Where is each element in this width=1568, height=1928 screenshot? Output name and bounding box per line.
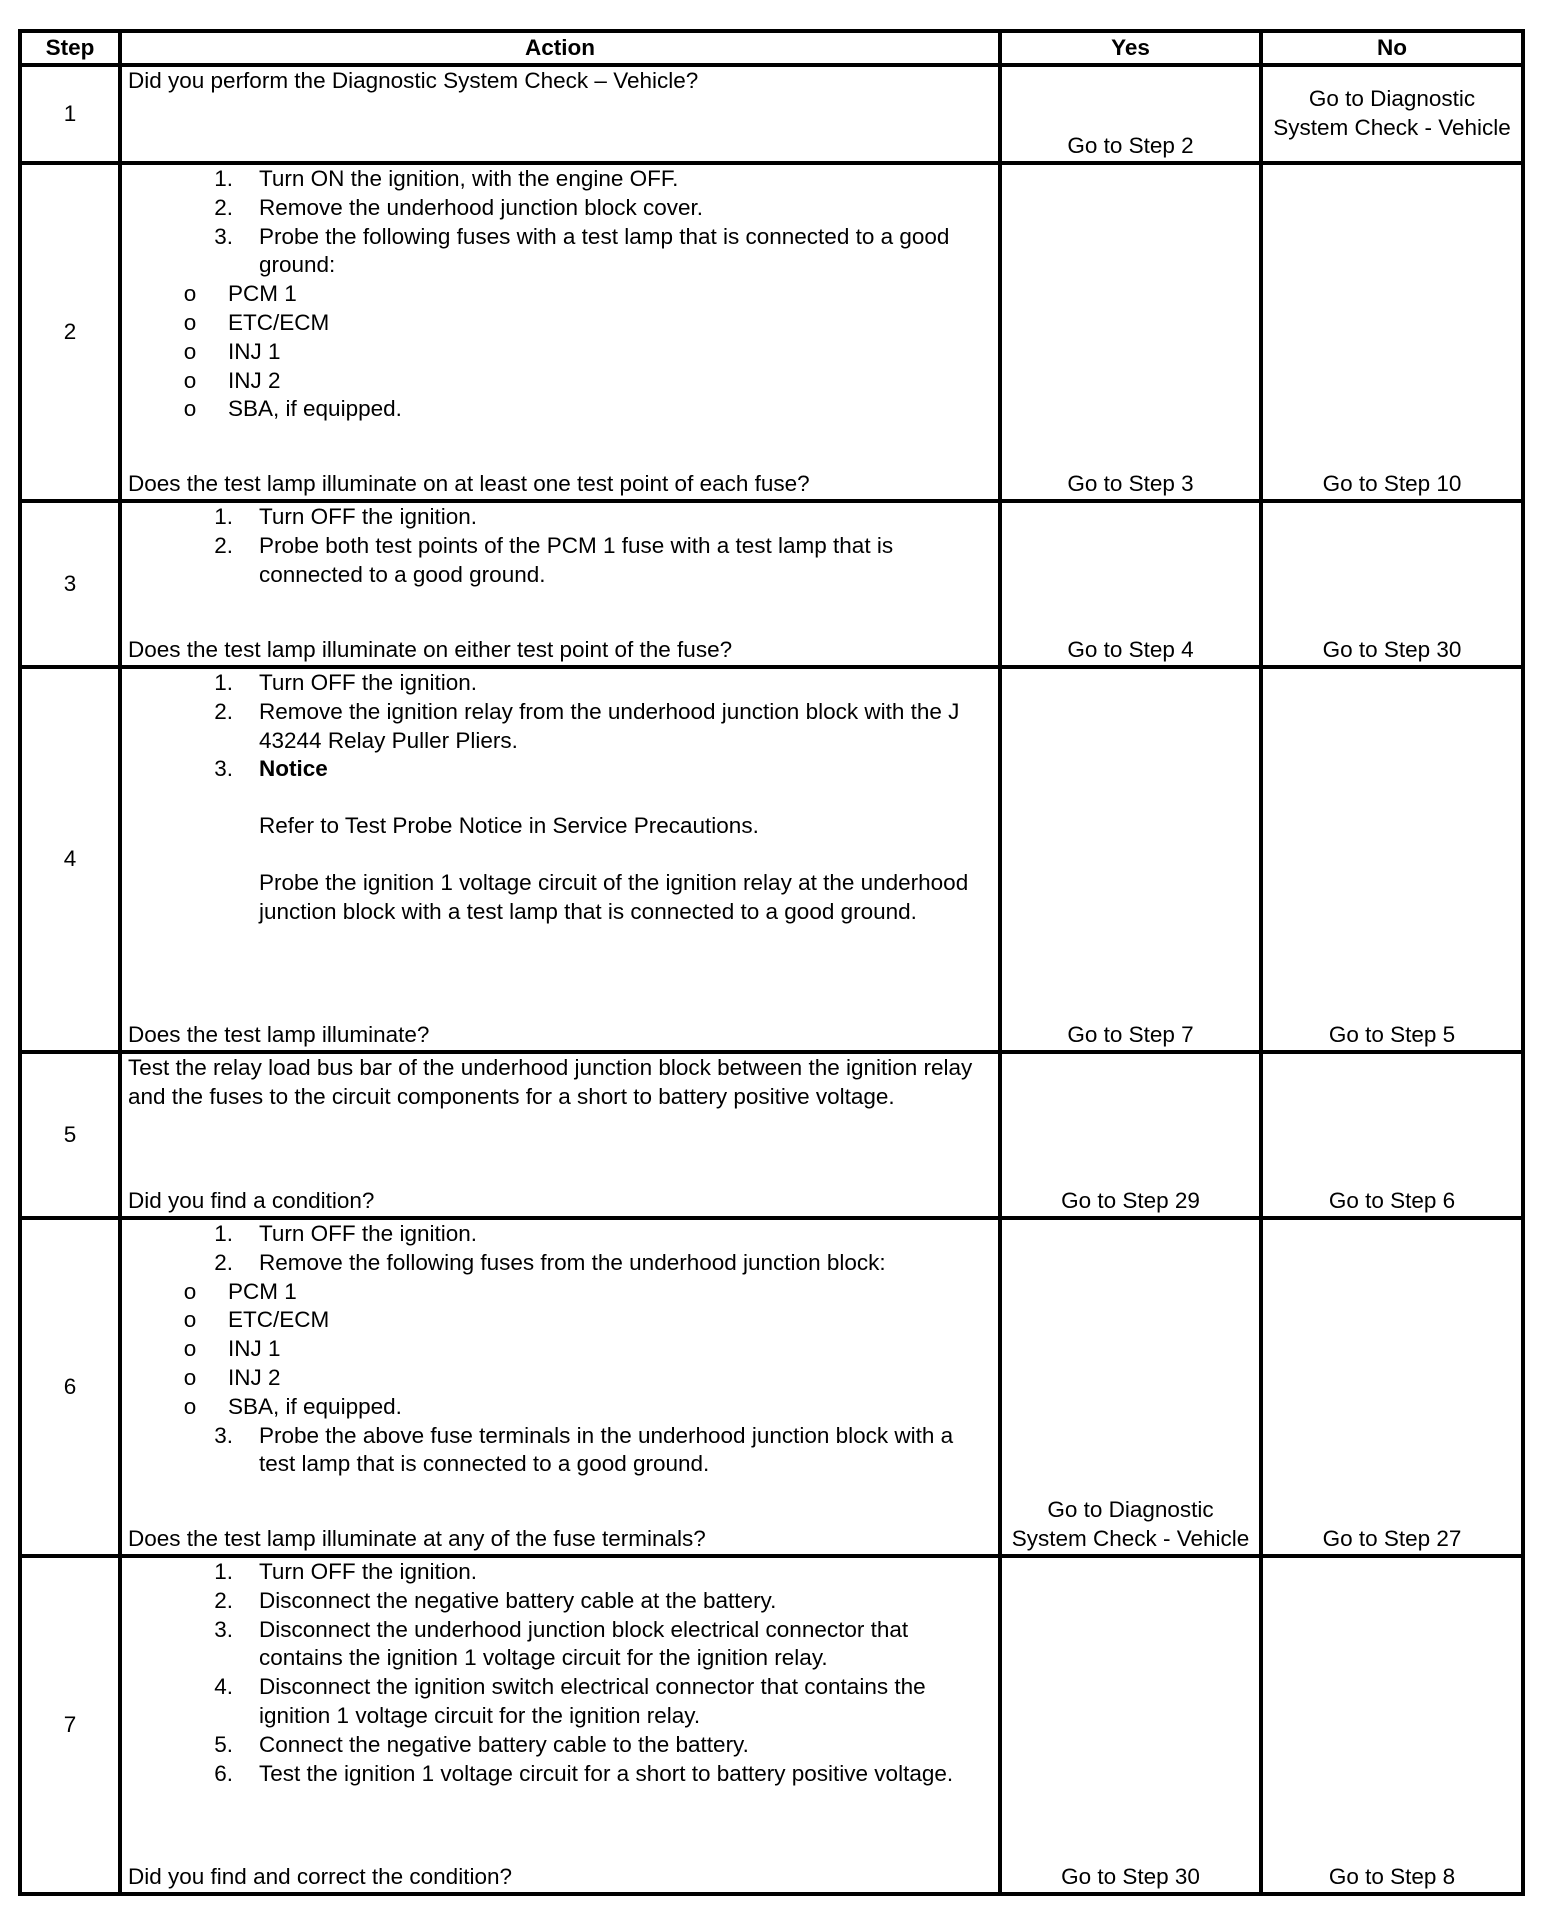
header-yes: Yes — [1000, 31, 1261, 65]
list-item: 3 . Notice — [128, 755, 992, 784]
sub-item: o INJ 2 — [183, 1364, 281, 1390]
step-number: 1 — [20, 65, 120, 163]
instruction-list — [128, 165, 992, 424]
step-row — [20, 163, 1523, 501]
question-text: Does the test lamp illuminate on at least one test point of each fuse? — [128, 471, 810, 497]
yes-cell: Go to Diagnostic System Check - Vehicle — [1000, 1218, 1261, 1556]
step-number: 5 — [20, 1052, 120, 1218]
action-cell — [120, 1556, 1000, 1894]
sub-item: o PCM 1 — [183, 1278, 297, 1304]
action-cell — [120, 1218, 1000, 1556]
question-text: Did you find and correct the condition? — [128, 1864, 512, 1890]
step-number: 6 — [20, 1218, 120, 1556]
sub-item: o ETC/ECM — [183, 1307, 330, 1333]
step-row — [20, 1052, 1523, 1218]
step-number: 4 — [20, 667, 120, 1052]
no-cell: Go to Step 10 — [1261, 163, 1523, 501]
action-cell — [120, 1052, 1000, 1218]
step-row — [20, 501, 1523, 667]
action-cell — [120, 65, 1000, 163]
action-cell — [120, 667, 1000, 1052]
yes-cell: Go to Step 7 — [1000, 667, 1261, 1052]
no-cell: Go to Diagnostic System Check - Vehicle — [1261, 65, 1523, 163]
question-text: Does the test lamp illuminate? — [128, 1022, 430, 1048]
sub-item: o ETC/ECM — [183, 309, 330, 335]
list-item: 1 . Turn ON the ignition, with the engine OFF. — [128, 165, 992, 194]
probe-text: Probe the ignition 1 voltage circuit of the ignition relay at the underhood junction block with a test lamp that is connected to a good ground. — [259, 869, 969, 924]
list-item: 3 . Probe the above fuse terminals in the underhood junction block with a test lamp that is connected to a good ground. — [128, 1422, 992, 1480]
list-item: 5 . Connect the negative battery cable to the battery. — [128, 1731, 992, 1760]
yes-cell: Go to Step 3 — [1000, 163, 1261, 501]
list-item: 6 . Test the ignition 1 voltage circuit for a short to battery positive voltage. — [128, 1760, 992, 1789]
action-text: Test the relay load bus bar of the underhood junction block between the ignition relay and the fuses to the circuit components for a short to battery positive voltage. — [128, 1055, 973, 1109]
instruction-list — [128, 1558, 992, 1788]
step-row — [20, 1556, 1523, 1894]
list-item: 2 . Probe both test points of the PCM 1 fuse with a test lamp that is connected to a good ground. — [128, 532, 992, 590]
sub-item: o PCM 1 — [183, 281, 297, 307]
list-item: 2 . Disconnect the negative battery cable at the battery. — [128, 1587, 992, 1616]
instruction-list — [128, 1220, 992, 1479]
step-row — [20, 667, 1523, 1052]
instruction-list — [128, 503, 992, 589]
no-cell: Go to Step 30 — [1261, 501, 1523, 667]
list-item: 4 . Disconnect the ignition switch electrical connector that contains the ignition 1 voltage circuit for the ignition relay. — [128, 1673, 992, 1731]
list-item: 1 . Turn OFF the ignition. — [128, 669, 992, 698]
question-text: Does the test lamp illuminate at any of the fuse terminals? — [128, 1526, 706, 1552]
header-step: Step — [20, 31, 120, 65]
action-cell — [120, 163, 1000, 501]
list-item: 1 . Turn OFF the ignition. — [128, 1220, 992, 1249]
instruction-list — [128, 669, 992, 927]
list-item: 3 . Disconnect the underhood junction block electrical connector that contains the ignition 1 voltage circuit for the ignition relay. — [128, 1616, 992, 1674]
list-item: 3 . Probe the following fuses with a test lamp that is connected to a good ground: — [128, 223, 992, 281]
sub-item: o SBA, if equipped. — [183, 1393, 402, 1419]
step-number: 2 — [20, 163, 120, 501]
question-text: Did you find a condition? — [128, 1188, 375, 1214]
yes-cell: Go to Step 30 — [1000, 1556, 1261, 1894]
notice-text: Refer to Test Probe Notice in Service Precautions. — [259, 813, 759, 839]
step-row — [20, 1218, 1523, 1556]
no-cell: Go to Step 5 — [1261, 667, 1523, 1052]
yes-cell: Go to Step 2 — [1000, 65, 1261, 163]
yes-cell: Go to Step 29 — [1000, 1052, 1261, 1218]
list-item: 2 . Remove the ignition relay from the underhood junction block with the J 43244 Relay Puller Pliers. — [128, 698, 992, 756]
sub-item: o INJ 2 — [183, 367, 281, 393]
no-cell: Go to Step 27 — [1261, 1218, 1523, 1556]
notice-heading: Notice — [259, 756, 328, 782]
action-cell — [120, 501, 1000, 667]
header-no: No — [1261, 31, 1523, 65]
list-item: 2 . Remove the underhood junction block cover. — [128, 194, 992, 223]
step-number: 3 — [20, 501, 120, 667]
sub-item: o INJ 1 — [183, 338, 281, 364]
sub-item: o INJ 1 — [183, 1336, 281, 1362]
list-item: 1 . Turn OFF the ignition. — [128, 1558, 992, 1587]
diagnostic-table — [18, 29, 1525, 1896]
list-item: 2 . Remove the following fuses from the underhood junction block: — [128, 1249, 992, 1278]
header-row — [20, 31, 1523, 65]
sub-item: o SBA, if equipped. — [183, 396, 402, 422]
step-number: 7 — [20, 1556, 120, 1894]
list-item: 1 . Turn OFF the ignition. — [128, 503, 992, 532]
header-action: Action — [120, 31, 1000, 65]
no-cell: Go to Step 8 — [1261, 1556, 1523, 1894]
yes-cell: Go to Step 4 — [1000, 501, 1261, 667]
step-row — [20, 65, 1523, 163]
action-text: Did you perform the Diagnostic System Check – Vehicle? — [128, 68, 699, 93]
no-cell: Go to Step 6 — [1261, 1052, 1523, 1218]
question-text: Does the test lamp illuminate on either test point of the fuse? — [128, 637, 733, 663]
